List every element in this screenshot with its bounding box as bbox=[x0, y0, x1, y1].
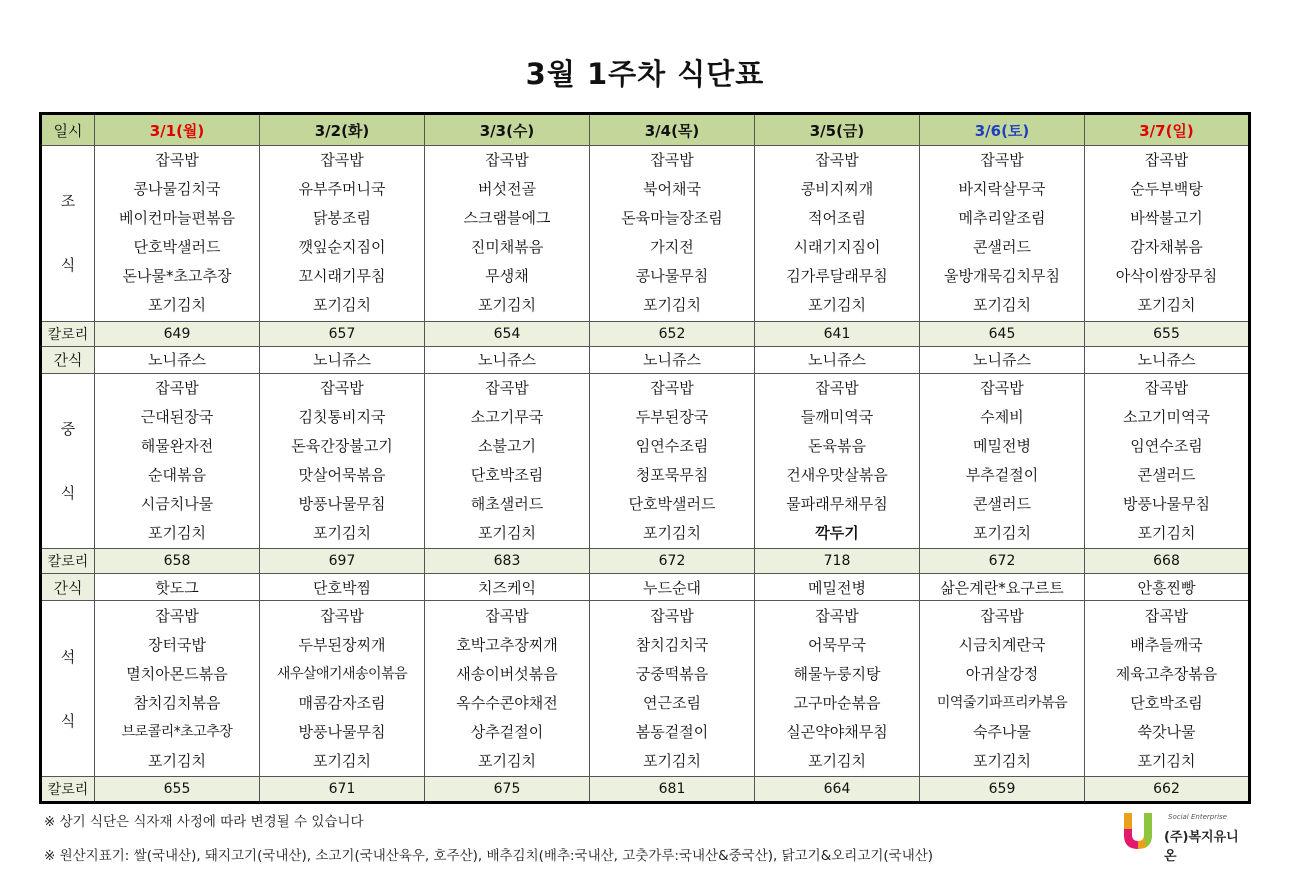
dish-item: 소고기미역국 bbox=[1123, 407, 1210, 426]
breakfast-label-bottom: 식 bbox=[60, 256, 76, 275]
calorie-value: 672 bbox=[920, 549, 1085, 574]
dish-item: 봄동겉절이 bbox=[635, 722, 709, 741]
snack-item: 노니쥬스 bbox=[590, 346, 755, 373]
dish-item: 옥수수콘야채전 bbox=[456, 693, 558, 712]
snack-item: 노니쥬스 bbox=[755, 346, 920, 373]
dish-item: 포기김치 bbox=[973, 523, 1031, 542]
dish-item: 잡곡밥 bbox=[485, 151, 529, 170]
breakfast-day-cell bbox=[1085, 146, 1250, 322]
dish-item: 건새우맛살볶음 bbox=[786, 465, 888, 484]
label-spacer bbox=[42, 216, 94, 250]
logo-company-name: (주)복지유니온 bbox=[1164, 830, 1239, 864]
dish-item: 잡곡밥 bbox=[320, 606, 364, 625]
snack-label: 간식 bbox=[41, 574, 95, 601]
snack-label: 간식 bbox=[41, 346, 95, 373]
dish-item: 포기김치 bbox=[973, 751, 1031, 770]
dish-item: 어묵무국 bbox=[808, 635, 866, 654]
calorie-value: 645 bbox=[920, 321, 1085, 346]
dish-item: 콩나물무침 bbox=[635, 267, 709, 286]
dish-item: 포기김치 bbox=[313, 523, 371, 542]
calorie-value: 654 bbox=[425, 321, 590, 346]
dish-item: 콘샐러드 bbox=[1137, 465, 1196, 484]
header-row bbox=[41, 114, 1250, 146]
dish-item: 방풍나물무침 bbox=[298, 494, 386, 513]
morning-snack-row bbox=[41, 346, 1250, 373]
dish-item: 포기김치 bbox=[313, 751, 371, 770]
dish-item: 포기김치 bbox=[643, 523, 701, 542]
dish-item: 맛살어묵볶음 bbox=[298, 465, 386, 484]
snack-item: 삶은계란*요구르트 bbox=[920, 574, 1085, 601]
dish-item: 브로콜리*초고추장 bbox=[121, 723, 233, 740]
dish-item: 김가루달래무침 bbox=[786, 267, 888, 286]
calorie-value: 672 bbox=[590, 549, 755, 574]
label-spacer bbox=[42, 672, 94, 706]
lunch-day-cell bbox=[260, 373, 425, 549]
breakfast-label-top: 조 bbox=[60, 192, 76, 211]
dish-item: 순두부백탕 bbox=[1130, 180, 1203, 199]
snack-item: 치즈케익 bbox=[425, 574, 590, 601]
dish-item: 잡곡밥 bbox=[815, 606, 859, 625]
dish-item: 방풍나물무침 bbox=[298, 722, 386, 741]
dish-item: 잡곡밥 bbox=[650, 606, 694, 625]
dish-item: 콩나물김치국 bbox=[133, 180, 221, 199]
dish-item: 깻잎순지짐이 bbox=[298, 238, 386, 257]
dish-item: 연근조림 bbox=[643, 693, 701, 712]
dish-item: 포기김치 bbox=[808, 296, 866, 315]
dish-item: 임연수조림 bbox=[635, 436, 709, 455]
snack-item: 안흥찐빵 bbox=[1085, 574, 1250, 601]
dish-item: 단호박샐러드 bbox=[628, 494, 716, 513]
dinner-day-cell bbox=[425, 601, 590, 777]
breakfast-day-cell bbox=[755, 146, 920, 322]
dish-item: 잡곡밥 bbox=[155, 151, 199, 170]
calorie-value: 657 bbox=[260, 321, 425, 346]
dish-item: 잡곡밥 bbox=[320, 378, 364, 397]
dish-item: 잡곡밥 bbox=[980, 151, 1024, 170]
dish-item: 잡곡밥 bbox=[815, 378, 859, 397]
dish-item: 유부주머니국 bbox=[298, 180, 386, 199]
dish-item: 베이컨마늘편볶음 bbox=[119, 209, 235, 228]
snack-item: 누드순대 bbox=[590, 574, 755, 601]
dinner-day-cell bbox=[260, 601, 425, 777]
meal-plan-table bbox=[39, 112, 1251, 804]
dish-item: 단호박조림 bbox=[470, 465, 544, 484]
snack-item: 단호박찜 bbox=[260, 574, 425, 601]
lunch-day-cell bbox=[425, 373, 590, 549]
dish-item: 깍두기 bbox=[815, 523, 859, 542]
dish-item: 잡곡밥 bbox=[320, 151, 364, 170]
dish-item: 배추들깨국 bbox=[1130, 635, 1203, 654]
dish-item: 북어채국 bbox=[643, 180, 701, 199]
dish-item: 돈육간장불고기 bbox=[291, 436, 393, 455]
dish-item: 잡곡밥 bbox=[1144, 378, 1189, 397]
dish-item: 두부된장국 bbox=[635, 407, 709, 426]
dish-item: 순대볶음 bbox=[148, 465, 206, 484]
breakfast-label bbox=[41, 146, 95, 322]
dish-item: 포기김치 bbox=[1137, 296, 1196, 315]
dish-item: 감자채볶음 bbox=[1130, 238, 1203, 257]
date-column-label: 일시 bbox=[41, 114, 95, 146]
lunch-day-cell bbox=[755, 373, 920, 549]
dish-item: 꼬시래기무침 bbox=[298, 267, 386, 286]
dish-item: 잡곡밥 bbox=[155, 378, 199, 397]
dish-item: 잡곡밥 bbox=[650, 151, 694, 170]
dish-item: 포기김치 bbox=[148, 296, 206, 315]
dish-item: 버섯전골 bbox=[478, 180, 536, 199]
dish-item: 잡곡밥 bbox=[485, 378, 529, 397]
dish-item: 포기김치 bbox=[643, 296, 701, 315]
lunch-day-cell bbox=[590, 373, 755, 549]
lunch-day-cell bbox=[95, 373, 260, 549]
dish-item: 무생채 bbox=[485, 267, 529, 286]
menu-change-note: ※ 상기 식단은 식자재 사정에 따라 변경될 수 있습니다 bbox=[44, 814, 364, 830]
dinner-day-cell bbox=[755, 601, 920, 777]
dish-item: 포기김치 bbox=[478, 296, 536, 315]
page-title: 3월 1주차 식단표 bbox=[525, 57, 765, 91]
dish-item: 돈나물*초고추장 bbox=[122, 267, 232, 286]
dish-item: 해초샐러드 bbox=[470, 494, 544, 513]
calorie-value: 662 bbox=[1085, 777, 1250, 803]
dish-item: 포기김치 bbox=[148, 751, 206, 770]
dish-item: 소고기무국 bbox=[470, 407, 544, 426]
dish-item: 메밀전병 bbox=[973, 436, 1031, 455]
dish-item: 참치김치볶음 bbox=[133, 693, 221, 712]
snack-item: 메밀전병 bbox=[755, 574, 920, 601]
dish-item: 잡곡밥 bbox=[980, 378, 1024, 397]
logo-tagline: Social Enterprise bbox=[1168, 813, 1227, 821]
company-logo bbox=[1118, 809, 1248, 864]
dish-item: 콘샐러드 bbox=[973, 494, 1031, 513]
dish-item: 참치김치국 bbox=[635, 635, 709, 654]
calorie-value: 655 bbox=[1085, 321, 1250, 346]
dinner-row bbox=[41, 601, 1250, 777]
calorie-value: 664 bbox=[755, 777, 920, 803]
dish-item: 닭봉조림 bbox=[313, 209, 371, 228]
dish-item: 아삭이쌈장무침 bbox=[1115, 267, 1218, 286]
dish-item: 해물완자전 bbox=[140, 436, 214, 455]
dish-item: 시래기지짐이 bbox=[793, 238, 881, 257]
dish-item: 궁중떡볶음 bbox=[635, 664, 709, 683]
dish-item: 실곤약야채무침 bbox=[786, 722, 888, 741]
lunch-row bbox=[41, 373, 1250, 549]
dish-item: 잡곡밥 bbox=[980, 606, 1024, 625]
dish-item: 김칫통비지국 bbox=[298, 407, 386, 426]
day-header: 3/6(토) bbox=[920, 114, 1085, 146]
dish-item: 포기김치 bbox=[973, 296, 1031, 315]
lunch-day-cell bbox=[920, 373, 1085, 549]
dish-item: 메추리알조림 bbox=[958, 209, 1046, 228]
dinner-day-cell bbox=[590, 601, 755, 777]
day-header: 3/5(금) bbox=[755, 114, 920, 146]
dish-item: 포기김치 bbox=[478, 751, 536, 770]
dish-item: 단호박조림 bbox=[1130, 693, 1203, 712]
calorie-value: 675 bbox=[425, 777, 590, 803]
dish-item: 적어조림 bbox=[808, 209, 866, 228]
day-header: 3/3(수) bbox=[425, 114, 590, 146]
dish-item: 아귀살강정 bbox=[965, 664, 1039, 683]
breakfast-calorie-row bbox=[41, 321, 1250, 346]
breakfast-day-cell bbox=[95, 146, 260, 322]
dinner-day-cell bbox=[1085, 601, 1250, 777]
dinner-calorie-row bbox=[41, 777, 1250, 803]
dinner-label-bottom: 식 bbox=[60, 711, 76, 730]
dinner-label bbox=[41, 601, 95, 777]
calorie-value: 658 bbox=[95, 549, 260, 574]
dish-item: 청포묵무침 bbox=[635, 465, 709, 484]
dish-item: 잡곡밥 bbox=[1144, 151, 1189, 170]
dish-item: 스크램블에그 bbox=[463, 209, 551, 228]
dish-item: 부추겉절이 bbox=[965, 465, 1039, 484]
day-header: 3/7(일) bbox=[1085, 114, 1250, 146]
dish-item: 돈육마늘장조림 bbox=[621, 209, 723, 228]
dish-item: 쑥갓나물 bbox=[1137, 722, 1196, 741]
day-header: 3/2(화) bbox=[260, 114, 425, 146]
dish-item: 호박고추장찌개 bbox=[456, 635, 558, 654]
dish-item: 소불고기 bbox=[478, 436, 536, 455]
lunch-label-top: 중 bbox=[60, 419, 76, 438]
dinner-day-cell bbox=[920, 601, 1085, 777]
dish-item: 새송이버섯볶음 bbox=[456, 664, 558, 683]
dish-item: 잡곡밥 bbox=[485, 606, 529, 625]
dish-item: 물파래무채무침 bbox=[786, 494, 888, 513]
snack-item: 노니쥬스 bbox=[425, 346, 590, 373]
dish-item: 포기김치 bbox=[808, 751, 866, 770]
calorie-value: 683 bbox=[425, 549, 590, 574]
dish-item: 포기김치 bbox=[313, 296, 371, 315]
lunch-label-bottom: 식 bbox=[60, 483, 76, 502]
dish-item: 포기김치 bbox=[478, 523, 536, 542]
lunch-label bbox=[41, 373, 95, 549]
calorie-label: 칼로리 bbox=[41, 549, 95, 574]
calorie-value: 652 bbox=[590, 321, 755, 346]
dish-item: 수제비 bbox=[980, 407, 1024, 426]
label-spacer bbox=[42, 444, 94, 478]
dish-item: 미역줄기파프리카볶음 bbox=[936, 694, 1068, 711]
snack-item: 노니쥬스 bbox=[920, 346, 1085, 373]
dish-item: 가지전 bbox=[650, 238, 694, 257]
dish-item: 시금치나물 bbox=[140, 494, 214, 513]
dish-item: 멸치아몬드볶음 bbox=[126, 664, 228, 683]
dish-item: 근대된장국 bbox=[140, 407, 214, 426]
breakfast-row bbox=[41, 146, 1250, 322]
dish-item: 바싹불고기 bbox=[1130, 209, 1203, 228]
lunch-day-cell bbox=[1085, 373, 1250, 549]
dish-item: 임연수조림 bbox=[1130, 436, 1203, 455]
breakfast-day-cell bbox=[260, 146, 425, 322]
calorie-label: 칼로리 bbox=[41, 321, 95, 346]
dish-item: 콘샐러드 bbox=[973, 238, 1031, 257]
dish-item: 제육고추장볶음 bbox=[1115, 664, 1218, 683]
dish-item: 숙주나물 bbox=[973, 722, 1031, 741]
dish-item: 장터국밥 bbox=[148, 635, 206, 654]
afternoon-snack-row bbox=[41, 574, 1250, 601]
dish-item: 돈육볶음 bbox=[808, 436, 866, 455]
dinner-day-cell bbox=[95, 601, 260, 777]
snack-item: 노니쥬스 bbox=[260, 346, 425, 373]
dish-item: 울방개묵김치무침 bbox=[944, 267, 1060, 286]
dish-item: 진미채볶음 bbox=[470, 238, 544, 257]
calorie-value: 671 bbox=[260, 777, 425, 803]
calorie-value: 668 bbox=[1085, 549, 1250, 574]
snack-item: 핫도그 bbox=[95, 574, 260, 601]
dish-item: 시금치계란국 bbox=[958, 635, 1046, 654]
calorie-value: 655 bbox=[95, 777, 260, 803]
snack-item: 노니쥬스 bbox=[1085, 346, 1250, 373]
breakfast-day-cell bbox=[425, 146, 590, 322]
dinner-label-top: 석 bbox=[60, 647, 76, 666]
dish-item: 단호박샐러드 bbox=[133, 238, 221, 257]
dish-item: 바지락살무국 bbox=[958, 180, 1046, 199]
day-header: 3/4(목) bbox=[590, 114, 755, 146]
calorie-value: 718 bbox=[755, 549, 920, 574]
dish-item: 포기김치 bbox=[148, 523, 206, 542]
breakfast-day-cell bbox=[590, 146, 755, 322]
day-header: 3/1(월) bbox=[95, 114, 260, 146]
dish-item: 두부된장찌개 bbox=[298, 635, 386, 654]
dish-item: 포기김치 bbox=[643, 751, 701, 770]
lunch-calorie-row bbox=[41, 549, 1250, 574]
calorie-value: 641 bbox=[755, 321, 920, 346]
dish-item: 해물누룽지탕 bbox=[793, 664, 881, 683]
origin-note: ※ 원산지표기: 쌀(국내산), 돼지고기(국내산), 소고기(국내산육우, 호주산), 배추김치(배추:국내산, 고춧가루:국내산&중국산), 닭고기&오리고기(국내산) bbox=[44, 848, 934, 864]
calorie-value: 697 bbox=[260, 549, 425, 574]
calorie-label: 칼로리 bbox=[41, 777, 95, 803]
dish-item: 포기김치 bbox=[1137, 751, 1196, 770]
dish-item: 잡곡밥 bbox=[650, 378, 694, 397]
dish-item: 잡곡밥 bbox=[1144, 606, 1189, 625]
dish-item: 방풍나물무침 bbox=[1123, 494, 1210, 513]
dish-item: 콩비지찌개 bbox=[800, 180, 874, 199]
breakfast-day-cell bbox=[920, 146, 1085, 322]
dish-item: 들깨미역국 bbox=[800, 407, 874, 426]
calorie-value: 659 bbox=[920, 777, 1085, 803]
dish-item: 매콤감자조림 bbox=[298, 693, 386, 712]
snack-item: 노니쥬스 bbox=[95, 346, 260, 373]
dish-item: 잡곡밥 bbox=[155, 606, 199, 625]
logo-mark-icon bbox=[1118, 809, 1158, 853]
dish-item: 상추겉절이 bbox=[470, 722, 544, 741]
dish-item: 포기김치 bbox=[1137, 523, 1196, 542]
calorie-value: 681 bbox=[590, 777, 755, 803]
dish-item: 새우살애기새송이볶음 bbox=[276, 665, 408, 682]
dish-item: 고구마순볶음 bbox=[793, 693, 881, 712]
calorie-value: 649 bbox=[95, 321, 260, 346]
dish-item: 잡곡밥 bbox=[815, 151, 859, 170]
